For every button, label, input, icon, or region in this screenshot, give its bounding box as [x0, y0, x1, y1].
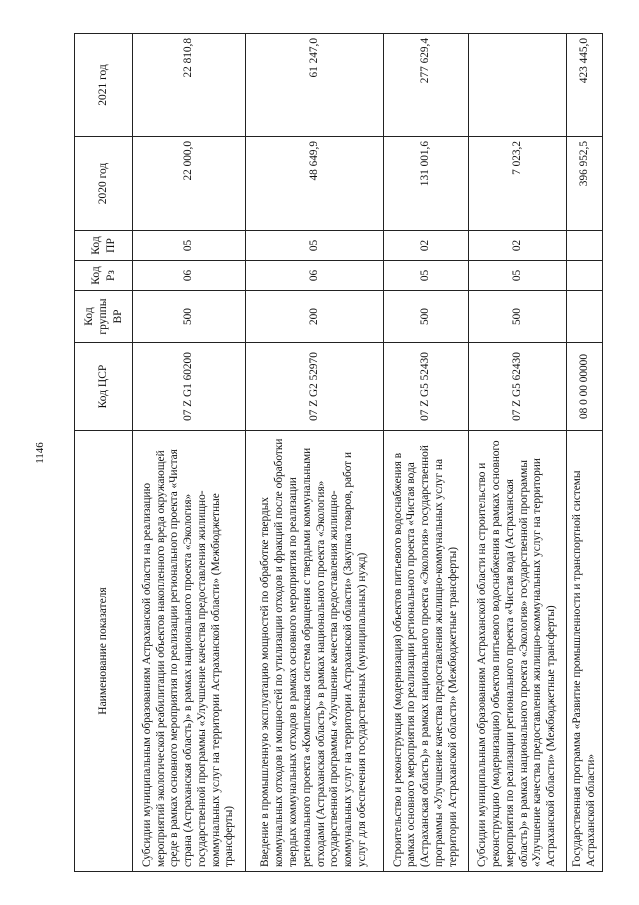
table-row: [246, 34, 384, 872]
cell-name: Субсидии муниципальным образованиям Астраханской области на строительство и реконструкцию (модернизацию) объектов питьевого водоснабжения в рамках основного мероприятия по реализации регионального проекта «Чистая вода (Астраханская область)» в рамках национального проекта «Экология» государственной программы «Улучшение качества предоставления жилищно-коммунальных услуг на территории Астраханской области» (Межбюджетные трансферты): [469, 431, 567, 872]
cell-2020: 22 000,0: [133, 137, 246, 231]
header-name: Наименование показателя: [75, 431, 133, 872]
cell-name: Государственная программа «Развитие промышленности и транспортной системы Астраханской области»: [567, 431, 603, 872]
rotated-table-wrapper: [74, 34, 597, 872]
cell-vr: 200: [246, 291, 384, 343]
budget-table: [74, 33, 603, 872]
cell-2020: 7 023,2: [469, 137, 567, 231]
cell-pr: [567, 231, 603, 261]
cell-name: Субсидии муниципальным образованиям Астраханской области на реализацию мероприятий экологической реабилитации объектов накопленного вреда окружающей среде в рамках основного мероприятия по реализации регионального проекта «Чистая страна (Астраханская область)» в рамках национального проекта «Экология» государственной программы «Улучшение качества предоставления жилищно-коммунальных услуг на территории Астраханской области» (Межбюджетные трансферты): [133, 431, 246, 872]
header-2020: 2020 год: [75, 137, 133, 231]
cell-csr: 07 Z G2 52970: [246, 343, 384, 431]
cell-rz: 05: [384, 261, 469, 291]
header-pr: Код ПР: [75, 231, 133, 261]
cell-pr: 05: [133, 231, 246, 261]
cell-2020: 396 952,5: [567, 137, 603, 231]
cell-2021: 22 810,8: [133, 34, 246, 137]
cell-rz: 05: [469, 261, 567, 291]
table-header-row: [75, 34, 133, 872]
cell-vr: [567, 291, 603, 343]
cell-csr: 07 Z G5 52430: [384, 343, 469, 431]
cell-rz: [567, 261, 603, 291]
cell-2021: 61 247,0: [246, 34, 384, 137]
cell-vr: 500: [469, 291, 567, 343]
cell-2020: 48 649,9: [246, 137, 384, 231]
table-row: [469, 34, 567, 872]
cell-name: Введение в промышленную эксплуатацию мощностей по обработке твердых коммунальных отходов и мощностей по утилизации отходов и фракций после обработки твердых коммунальных отходов в рамках основного мероприятия по реализации регионального проекта «Комплексная система обращения с твердыми коммунальными отходами (Астраханская область)» в рамках национального проекта «Экология» государственной программы «Улучшение качества предоставления жилищно-коммунальных услуг на территории Астраханской области» (Закупка товаров, работ и услуг для обеспечения государственных (муниципальных) нужд): [246, 431, 384, 872]
cell-name: Строительство и реконструкция (модернизация) объектов питьевого водоснабжения в рамках основного мероприятия по реализации регионального проекта «Чистая вода (Астраханская область)» в рамках национального проекта «Экология» государственной программы «Улучшение качества предоставления жилищно-коммунальных услуг на территории Астраханской области» (Межбюджетные трансферты): [384, 431, 469, 872]
cell-csr: 08 0 00 00000: [567, 343, 603, 431]
cell-rz: 06: [246, 261, 384, 291]
cell-pr: 02: [384, 231, 469, 261]
cell-csr: 07 Z G1 60200: [133, 343, 246, 431]
header-rz: Код Рз: [75, 261, 133, 291]
header-2021: 2021 год: [75, 34, 133, 137]
page-number: 1146: [34, 442, 46, 464]
cell-vr: 500: [133, 291, 246, 343]
cell-pr: 05: [246, 231, 384, 261]
cell-2021: 277 629,4: [384, 34, 469, 137]
cell-2021: [469, 34, 567, 137]
header-csr: Код ЦСР: [75, 343, 133, 431]
cell-2020: 131 001,6: [384, 137, 469, 231]
table-row: [133, 34, 246, 872]
cell-vr: 500: [384, 291, 469, 343]
table-row: [567, 34, 603, 872]
cell-rz: 06: [133, 261, 246, 291]
table-row: [384, 34, 469, 872]
header-vr: Код группы ВР: [75, 291, 133, 343]
cell-csr: 07 Z G5 62430: [469, 343, 567, 431]
cell-pr: 02: [469, 231, 567, 261]
cell-2021: 423 445,0: [567, 34, 603, 137]
